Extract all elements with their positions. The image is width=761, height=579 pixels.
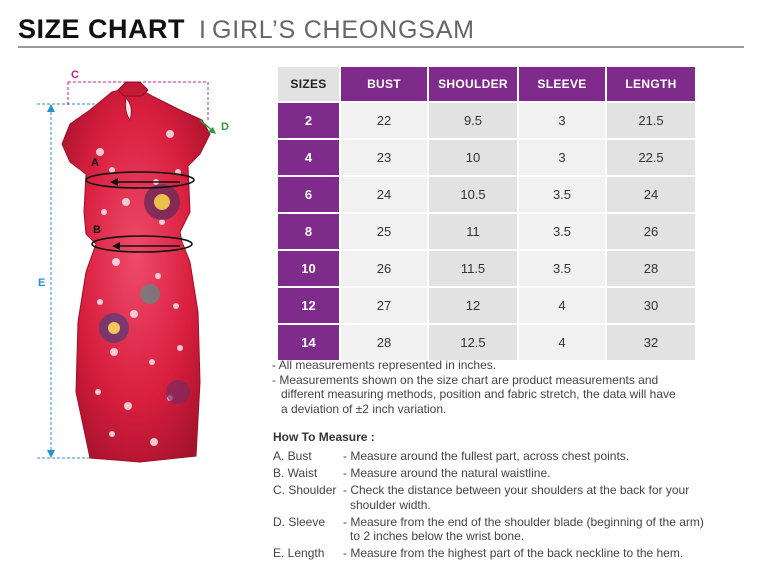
table-row [278, 177, 695, 212]
length-arrow-up [47, 104, 55, 112]
cell-sleeve: 3.5 [519, 214, 605, 249]
length-arrow-down [47, 450, 55, 458]
header-sizes: SIZES [278, 67, 339, 101]
table-row [278, 103, 695, 138]
table-row [278, 325, 695, 360]
cell-bust: 22 [341, 103, 427, 138]
cell-size: 6 [278, 177, 339, 212]
cell-size: 4 [278, 140, 339, 175]
title-subtitle: GIRL’S CHEONGSAM [211, 16, 475, 44]
measure-label: E. Length [273, 546, 325, 560]
size-table [276, 65, 697, 362]
label-a: A [91, 157, 99, 169]
label-e: E [38, 277, 46, 289]
cell-bust: 25 [341, 214, 427, 249]
dress-body [62, 88, 210, 462]
measure-label: C. Shoulder [273, 483, 337, 497]
cell-shoulder: 12.5 [429, 325, 517, 360]
cell-shoulder: 11 [429, 214, 517, 249]
label-c: C [71, 69, 79, 81]
measure-text-cont: to 2 inches below the wrist bone. [350, 529, 525, 543]
how-to-measure [273, 430, 753, 563]
garment-illustration [30, 62, 245, 467]
title-bold: SIZE CHART [18, 14, 185, 44]
cell-sleeve: 3.5 [519, 177, 605, 212]
cell-shoulder: 12 [429, 288, 517, 323]
header-sleeve: SLEEVE [519, 67, 605, 101]
cell-size: 8 [278, 214, 339, 249]
table-header-row [278, 67, 695, 101]
measure-text: - Measure around the fullest part, across chest points. [343, 449, 630, 463]
title-divider [18, 46, 744, 48]
measure-item-length [273, 546, 753, 561]
cell-bust: 28 [341, 325, 427, 360]
cell-length: 28 [607, 251, 695, 286]
collar [118, 82, 148, 96]
cell-length: 26 [607, 214, 695, 249]
measure-label: D. Sleeve [273, 514, 326, 529]
header-length: LENGTH [607, 67, 695, 101]
table-row [278, 251, 695, 286]
header-bust: BUST [341, 67, 427, 101]
notes [272, 358, 742, 416]
measure-text-cont: shoulder width. [350, 497, 431, 512]
measure-text: - Measure around the natural waistline. [343, 466, 551, 480]
cell-bust: 23 [341, 140, 427, 175]
cell-size: 14 [278, 325, 339, 360]
measure-item-waist [273, 466, 753, 481]
cell-size: 2 [278, 103, 339, 138]
cell-bust: 24 [341, 177, 427, 212]
label-b: B [93, 224, 101, 236]
cell-bust: 26 [341, 251, 427, 286]
note-line: different measuring methods, position and fabric stretch, the data will have [281, 387, 676, 401]
measure-text: - Measure from the highest part of the back neckline to the hem. [343, 546, 684, 560]
measure-label: B. Waist [273, 466, 318, 480]
cell-size: 10 [278, 251, 339, 286]
measure-text: - Check the distance between your shoulders at the back for your [343, 483, 690, 497]
cell-sleeve: 4 [519, 288, 605, 323]
measure-item-shoulder [273, 483, 753, 512]
cell-length: 32 [607, 325, 695, 360]
title-separator: I [199, 16, 206, 44]
note-line: a deviation of ±2 inch variation. [281, 401, 447, 416]
cell-sleeve: 3.5 [519, 251, 605, 286]
cell-sleeve: 3 [519, 103, 605, 138]
cell-length: 22.5 [607, 140, 695, 175]
cell-size: 12 [278, 288, 339, 323]
cell-bust: 27 [341, 288, 427, 323]
measure-label: A. Bust [273, 449, 312, 463]
cell-sleeve: 4 [519, 325, 605, 360]
measure-item-sleeve [273, 515, 753, 544]
table-row [278, 214, 695, 249]
how-to-heading: How To Measure : [273, 430, 375, 444]
note-line: - All measurements represented in inches. [272, 358, 497, 372]
header-shoulder: SHOULDER [429, 67, 517, 101]
table-row [278, 288, 695, 323]
cell-shoulder: 9.5 [429, 103, 517, 138]
note-line: - Measurements shown on the size chart are product measurements and [272, 372, 659, 387]
cell-shoulder: 10.5 [429, 177, 517, 212]
cell-length: 21.5 [607, 103, 695, 138]
measure-text: - Measure from the end of the shoulder blade (beginning of the arm) [343, 514, 704, 529]
cell-sleeve: 3 [519, 140, 605, 175]
cell-length: 30 [607, 288, 695, 323]
cell-shoulder: 10 [429, 140, 517, 175]
page-title [18, 12, 475, 46]
measure-item-bust [273, 449, 753, 464]
cell-length: 24 [607, 177, 695, 212]
label-d: D [221, 121, 229, 133]
table-row [278, 140, 695, 175]
cell-shoulder: 11.5 [429, 251, 517, 286]
